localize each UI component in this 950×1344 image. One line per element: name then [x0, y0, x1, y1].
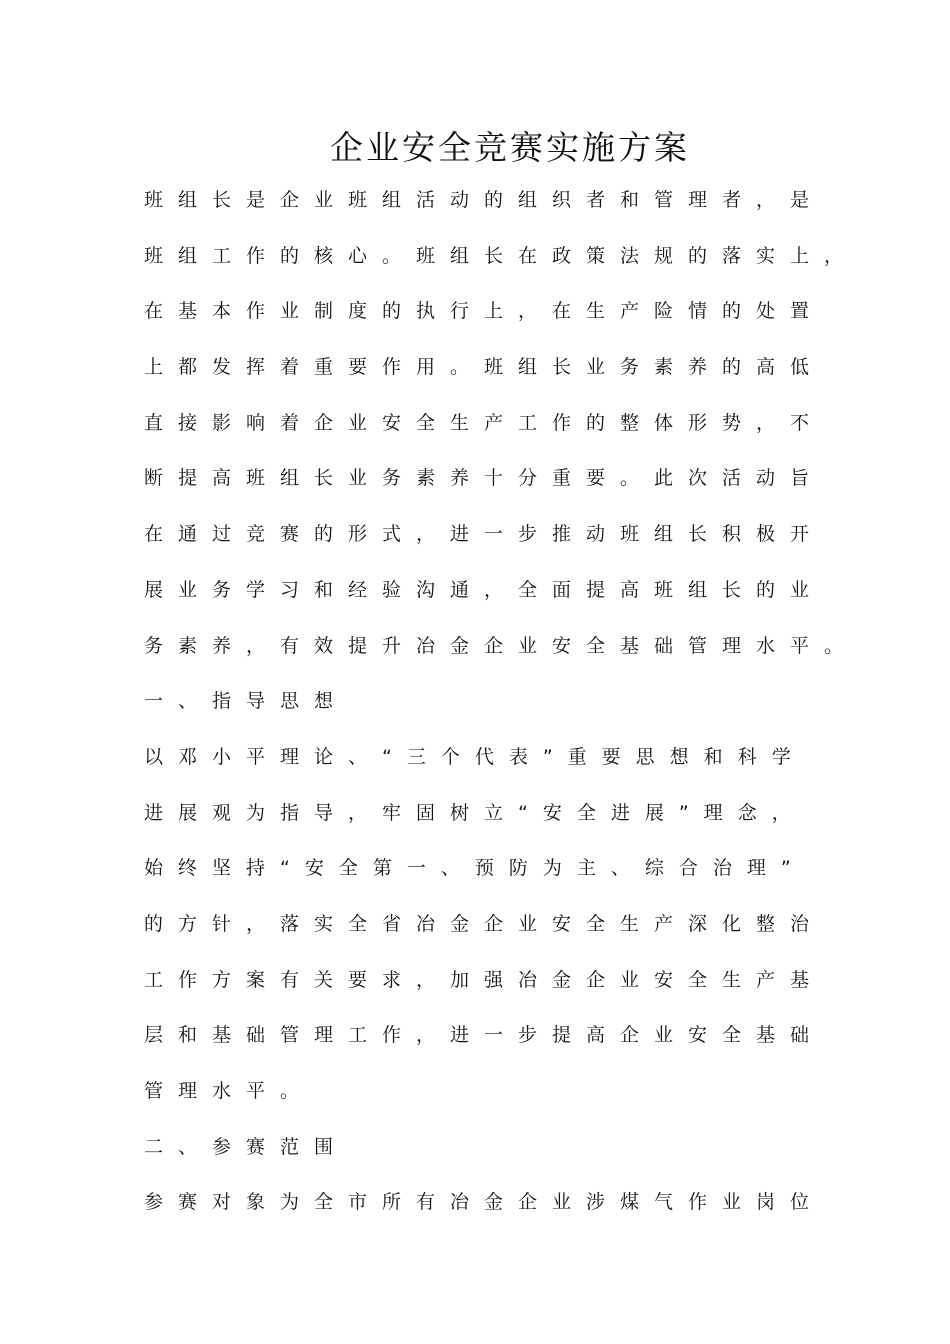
body-line: 的方针，落实全省冶金企业安全生产深化整治: [144, 912, 825, 935]
body-line: 班组工作的核心。班组长在政策法规的落实上，: [144, 244, 859, 267]
body-line: 工作方案有关要求，加强冶金企业安全生产基: [144, 968, 825, 991]
body-line: 在基本作业制度的执行上，在生产险情的处置: [144, 300, 825, 323]
body-line: 始终坚持“安全第一、预防为主、综合治理”: [144, 857, 806, 880]
section-heading-guiding-ideology: 一、指导思想: [144, 690, 349, 713]
body-line: 班组长是企业班组活动的组织者和管理者，是: [144, 189, 825, 211]
body-line: 参赛对象为全市所有冶金企业涉煤气作业岗位: [144, 1191, 825, 1214]
body-line: 直接影响着企业安全生产工作的整体形势，不: [144, 411, 825, 434]
body-line: 层和基础管理工作，进一步提高企业安全基础: [144, 1024, 825, 1047]
document-title: 企业安全竞赛实施方案: [330, 128, 690, 167]
section-heading-scope: 二、参赛范围: [144, 1135, 349, 1158]
body-line: 务素养，有效提升冶金企业安全基础管理水平。: [144, 634, 859, 657]
body-line: 展业务学习和经验沟通，全面提高班组长的业: [144, 578, 825, 601]
body-line: 断提高班组长业务素养十分重要。此次活动旨: [144, 467, 825, 490]
body-line: 在通过竞赛的形式，进一步推动班组长积极开: [144, 523, 825, 546]
body-line: 管理水平。: [144, 1080, 315, 1102]
body-line: 以邓小平理论、“三个代表”重要思想和科学: [144, 745, 806, 768]
document-body: [144, 184, 944, 1242]
body-line: 进展观为指导，牢固树立“安全进展”理念，: [144, 801, 806, 824]
body-line: 上都发挥着重要作用。班组长业务素养的高低: [144, 356, 825, 379]
